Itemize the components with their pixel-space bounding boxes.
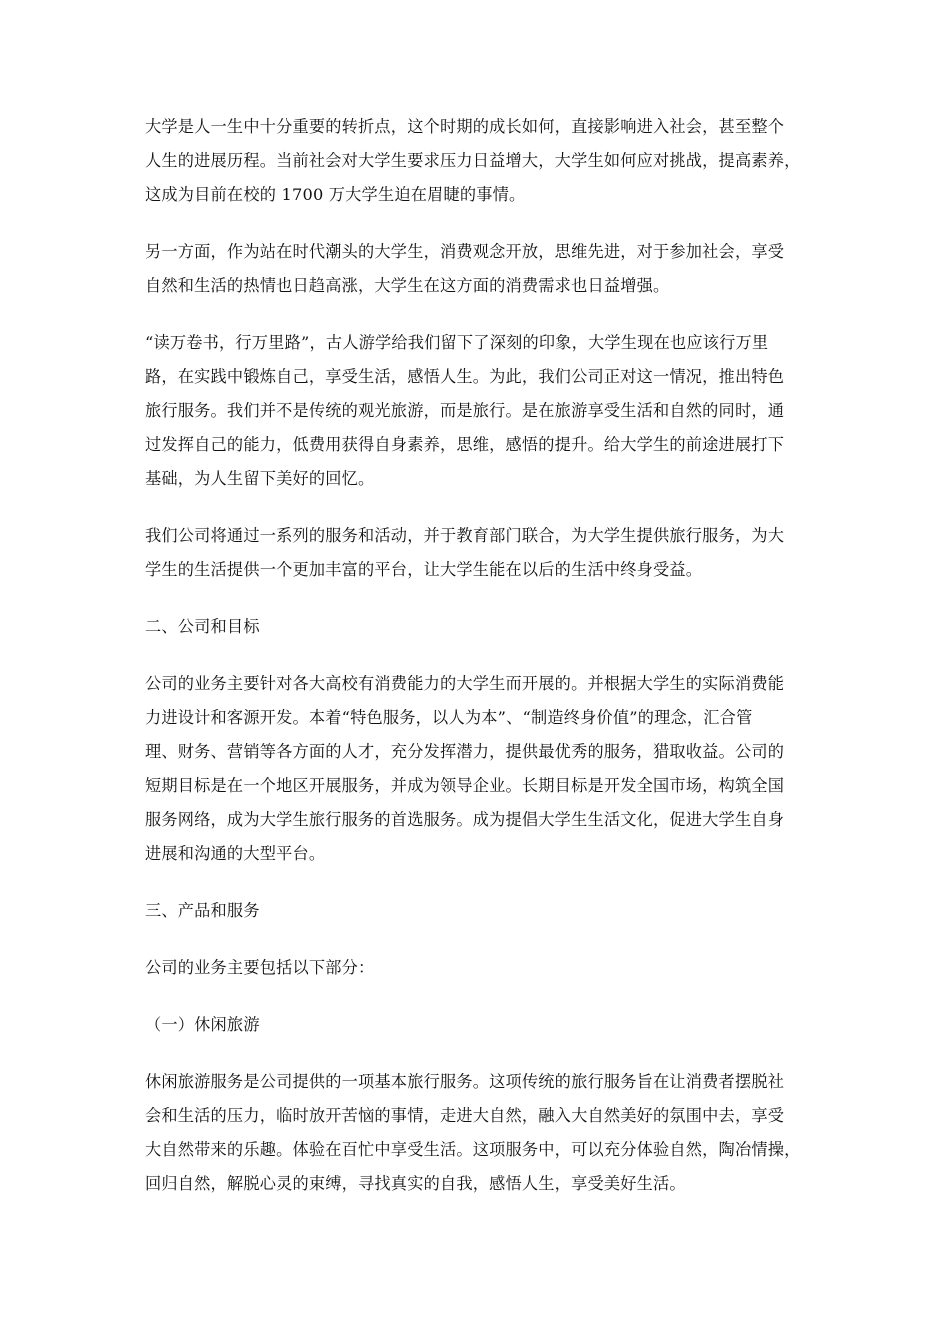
text-line: 力进设计和客源开发。本着“特色服务，以人为本”、“制造终身价值”的理念，汇合管 — [145, 708, 753, 727]
text-line: 回归自然，解脱心灵的束缚，寻找真实的自我，感悟人生，享受美好生活。 — [145, 1174, 686, 1193]
text-line: 短期目标是在一个地区开展服务，并成为领导企业。长期目标是开发全国市场，构筑全国 — [145, 776, 785, 795]
intro-paragraph — [145, 110, 805, 212]
company-goals-paragraph — [145, 667, 805, 871]
text-line: 公司的业务主要针对各大高校有消费能力的大学生而开展的。并根据大学生的实际消费能 — [145, 674, 785, 693]
text-line: 理、财务、营销等各方面的人才，充分发挥潜力，提供最优秀的服务，猎取收益。公司的 — [145, 742, 785, 761]
text-line: 基础，为人生留下美好的回忆。 — [145, 469, 375, 488]
text-line: 大自然带来的乐趣。体验在百忙中享受生活。这项服务中，可以充分体验自然，陶冶情操， — [145, 1140, 801, 1159]
text-line: 路，在实践中锻炼自己，享受生活，感悟人生。为此，我们公司正对这一情况，推出特色 — [145, 367, 785, 386]
text-line: 另一方面，作为站在时代潮头的大学生，消费观念开放，思维先进，对于参加社会，享受 — [145, 242, 785, 261]
text-line: 休闲旅游服务是公司提供的一项基本旅行服务。这项传统的旅行服务旨在让消费者摆脱社 — [145, 1072, 785, 1091]
travel-concept-paragraph — [145, 326, 805, 496]
text-line: 服务网络，成为大学生旅行服务的首选服务。成为提倡大学生生活文化，促进大学生自身 — [145, 810, 785, 829]
text-line: 会和生活的压力，临时放开苦恼的事情，走进大自然，融入大自然美好的氛围中去，享受 — [145, 1106, 785, 1125]
text-line: 自然和生活的热情也日趋高涨，大学生在这方面的消费需求也日益增强。 — [145, 276, 670, 295]
section-heading-products-services — [145, 894, 805, 928]
heading-text: 三、产品和服务 — [145, 901, 260, 920]
text-line: 公司的业务主要包括以下部分： — [145, 958, 375, 977]
text-line: 学生的生活提供一个更加丰富的平台，让大学生能在以后的生活中终身受益。 — [145, 560, 703, 579]
leisure-travel-paragraph — [145, 1065, 805, 1201]
heading-text: （一）休闲旅游 — [145, 1015, 260, 1034]
text-line: 大学是人一生中十分重要的转折点，这个时期的成长如何，直接影响进入社会，甚至整个 — [145, 117, 785, 136]
text-line: 进展和沟通的大型平台。 — [145, 844, 326, 863]
text-line: 这成为目前在校的 1700 万大学生迫在眉睫的事情。 — [145, 185, 526, 204]
section-heading-company-goals — [145, 610, 805, 644]
text-line: “读万卷书，行万里路”，古人游学给我们留下了深刻的印象，大学生现在也应该行万里 — [145, 333, 769, 352]
subsection-heading-leisure-travel — [145, 1008, 805, 1042]
text-line: 旅行服务。我们并不是传统的观光旅游，而是旅行。是在旅游享受生活和自然的同时，通 — [145, 401, 785, 420]
document-body — [145, 110, 805, 1224]
text-line: 我们公司将通过一系列的服务和活动，并于教育部门联合，为大学生提供旅行服务，为大 — [145, 526, 785, 545]
heading-text: 二、公司和目标 — [145, 617, 260, 636]
business-parts-intro — [145, 951, 805, 985]
text-line: 过发挥自己的能力，低费用获得自身素养，思维，感悟的提升。给大学生的前途进展打下 — [145, 435, 785, 454]
company-service-paragraph — [145, 519, 805, 587]
text-line: 人生的进展历程。当前社会对大学生要求压力日益增大，大学生如何应对挑战，提高素养， — [145, 151, 801, 170]
consumption-paragraph — [145, 235, 805, 303]
